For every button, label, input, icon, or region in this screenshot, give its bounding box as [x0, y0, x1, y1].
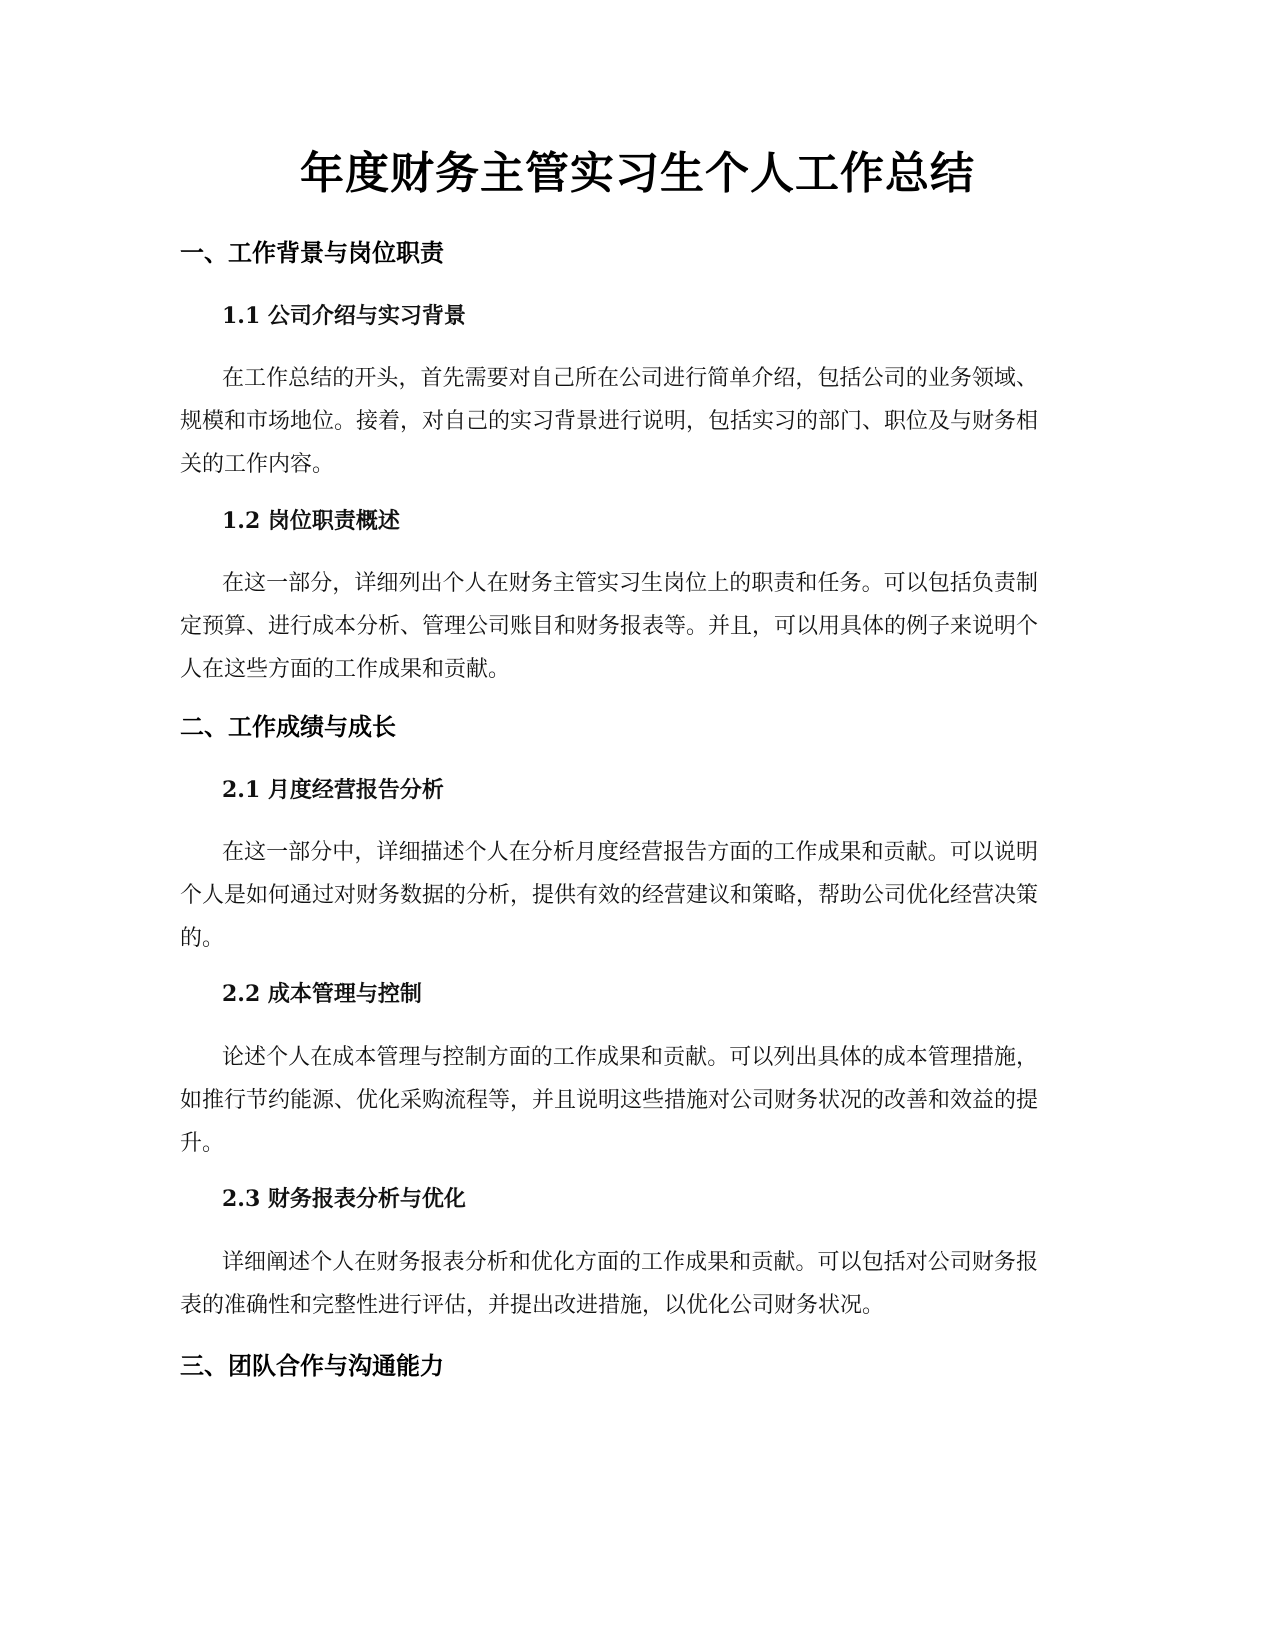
- subsection-heading-2-3: 2.3 财务报表分析与优化: [222, 1186, 466, 1212]
- section-heading-1: 一、工作背景与岗位职责: [180, 239, 444, 267]
- subsection-heading-2-1: 2.1 月度经营报告分析: [222, 777, 444, 803]
- subsection-heading-2-2: 2.2 成本管理与控制: [222, 981, 422, 1007]
- paragraph-1-1: 在工作总结的开头，首先需要对自己所在公司进行简单介绍，包括公司的业务领域、规模和市场地位。接着，对自己的实习背景进行说明，包括实习的部门、职位及与财务相关的工作内容。: [180, 366, 1039, 477]
- paragraph-2-3: 详细阐述个人在财务报表分析和优化方面的工作成果和贡献。可以包括对公司财务报表的准确性和完整性进行评估，并提出改进措施，以优化公司财务状况。: [180, 1250, 1038, 1318]
- paragraph-1-2: 在这一部分，详细列出个人在财务主管实习生岗位上的职责和任务。可以包括负责制定预算、进行成本分析、管理公司账目和财务报表等。并且，可以用具体的例子来说明个人在这些方面的工作成果和贡献。: [180, 571, 1039, 682]
- section-heading-2: 二、工作成绩与成长: [180, 713, 396, 741]
- subsection-heading-1-2: 1.2 岗位职责概述: [222, 508, 400, 534]
- section-heading-3: 三、团队合作与沟通能力: [180, 1352, 444, 1380]
- paragraph-2-1: 在这一部分中，详细描述个人在分析月度经营报告方面的工作成果和贡献。可以说明个人是如何通过对财务数据的分析，提供有效的经营建议和策略，帮助公司优化经营决策的。: [180, 840, 1039, 951]
- document-title: 年度财务主管实习生个人工作总结: [300, 148, 975, 199]
- subsection-heading-1-1: 1.1 公司介绍与实习背景: [222, 303, 466, 329]
- paragraph-2-2: 论述个人在成本管理与控制方面的工作成果和贡献。可以列出具体的成本管理措施，如推行节约能源、优化采购流程等，并且说明这些措施对公司财务状况的改善和效益的提升。: [180, 1045, 1039, 1156]
